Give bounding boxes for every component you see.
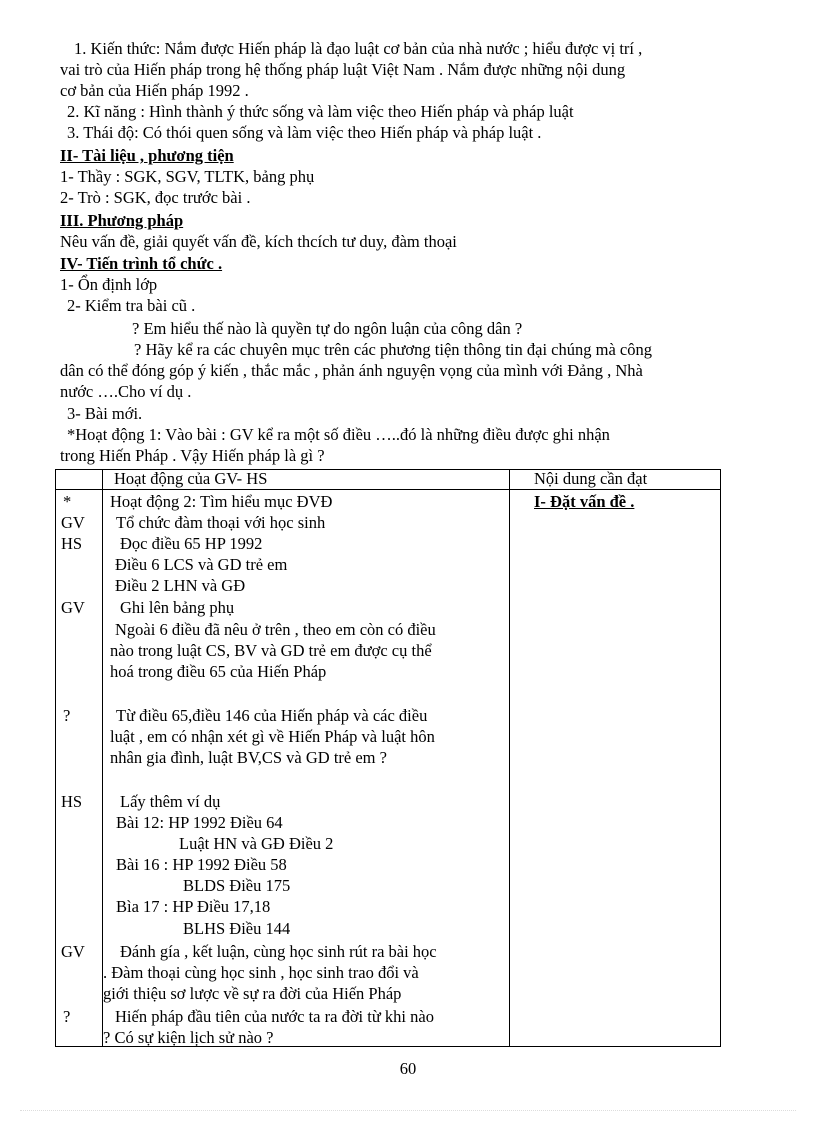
activity-line: Hiến pháp đầu tiên của nước ta ra đời từ khi nào bbox=[115, 1007, 434, 1026]
process-step-2: 2- Kiểm tra bài cũ . bbox=[67, 296, 196, 315]
lesson-table bbox=[55, 469, 721, 1047]
activity-line: Ghi lên bảng phụ bbox=[120, 598, 235, 617]
section-materials-heading: II- Tài liệu , phương tiện bbox=[60, 146, 234, 165]
table-header-row bbox=[56, 470, 721, 490]
activity-1-line-1: *Hoạt động 1: Vào bài : GV kể ra một số điều …..đó là những điều được ghi nhận bbox=[67, 425, 610, 444]
marker-header-cell bbox=[56, 470, 103, 490]
activity-line: Hoạt động 2: Tìm hiểu mục ĐVĐ bbox=[110, 492, 333, 511]
activity-column-header: Hoạt động của GV- HS bbox=[114, 469, 268, 488]
activity-line: Bìa 17 : HP Điều 17,18 bbox=[116, 897, 271, 916]
activity-line: BLHS Điều 144 bbox=[183, 919, 291, 938]
objective-attitude: 3. Thái độ: Có thói quen sống và làm việc theo Hiến pháp và pháp luật . bbox=[67, 123, 542, 142]
marker-cell bbox=[56, 490, 103, 1047]
activity-line: Từ điều 65,điều 146 của Hiến pháp và các điều bbox=[116, 706, 428, 725]
method-text: Nêu vấn đề, giải quyết vấn đề, kích thcích tư duy, đàm thoại bbox=[60, 232, 457, 251]
activity-header-cell bbox=[103, 470, 510, 490]
marker-gv: GV bbox=[61, 598, 85, 617]
activity-1-line-2: trong Hiến Pháp . Vậy Hiến pháp là gì ? bbox=[60, 446, 325, 465]
process-step-3: 3- Bài mới. bbox=[67, 404, 143, 423]
materials-student: 2- Trò : SGK, đọc trước bài . bbox=[60, 188, 251, 207]
activity-line: giới thiệu sơ lược về sự ra đời của Hiến Pháp bbox=[103, 984, 402, 1003]
section-method-heading: III. Phương pháp bbox=[60, 211, 184, 230]
content-heading: I- Đặt vấn đề . bbox=[534, 492, 635, 511]
content-header-cell bbox=[510, 470, 721, 490]
review-question-1: ? Em hiểu thế nào là quyền tự do ngôn luận của công dân ? bbox=[132, 319, 523, 338]
objective-skill: 2. Kĩ năng : Hình thành ý thức sống và làm việc theo Hiến pháp và pháp luật bbox=[67, 102, 574, 121]
objective-knowledge-line-3: cơ bản của Hiến pháp 1992 . bbox=[60, 81, 249, 100]
activity-line: Ngoài 6 điều đã nêu ở trên , theo em còn có điều bbox=[115, 620, 436, 639]
activity-line: Điều 6 LCS và GD trẻ em bbox=[115, 555, 288, 574]
activity-line: Điều 2 LHN và GĐ bbox=[115, 576, 246, 595]
content-cell bbox=[510, 490, 721, 1047]
activity-line: Lấy thêm ví dụ bbox=[120, 792, 221, 811]
process-step-1: 1- Ổn định lớp bbox=[60, 275, 158, 294]
marker-hs: HS bbox=[61, 792, 83, 811]
activity-line: hoá trong điều 65 của Hiến Pháp bbox=[110, 662, 327, 681]
activity-line: Đọc điều 65 HP 1992 bbox=[120, 534, 263, 553]
marker-hs: HS bbox=[61, 534, 83, 553]
activity-cell bbox=[103, 490, 510, 1047]
objective-knowledge-line-1: 1. Kiến thức: Nắm được Hiến pháp là đạo luật cơ bản của nhà nước ; hiểu được vị trí , bbox=[74, 39, 643, 58]
marker-question: ? bbox=[63, 706, 71, 725]
review-question-2-line-3: nước ….Cho ví dụ . bbox=[60, 382, 192, 401]
marker-gv: GV bbox=[61, 942, 85, 961]
activity-line: Bài 16 : HP 1992 Điều 58 bbox=[116, 855, 287, 874]
materials-teacher: 1- Thầy : SGK, SGV, TLTK, bảng phụ bbox=[60, 167, 315, 186]
review-question-2-line-1: ? Hãy kể ra các chuyên mục trên các phương tiện thông tin đại chúng mà công bbox=[134, 340, 652, 359]
activity-line: nào trong luật CS, BV và GD trẻ em được cụ thể bbox=[110, 641, 432, 660]
page-bottom-divider bbox=[20, 1110, 796, 1111]
marker-star: * bbox=[63, 492, 72, 511]
activity-line: Đánh gía , kết luận, cùng học sinh rút ra bài học bbox=[120, 942, 437, 961]
activity-line: ? Có sự kiện lịch sử nào ? bbox=[103, 1028, 274, 1047]
activity-line: . Đàm thoại cùng học sinh , học sinh trao đổi và bbox=[103, 963, 419, 982]
marker-gv: GV bbox=[61, 513, 85, 532]
page-number: 60 bbox=[399, 1059, 417, 1078]
marker-question: ? bbox=[63, 1007, 71, 1026]
activity-line: Tổ chức đàm thoại với học sinh bbox=[116, 513, 326, 532]
activity-line: Luật HN và GĐ Điều 2 bbox=[179, 834, 334, 853]
review-question-2-line-2: dân có thể đóng góp ý kiến , thắc mắc , phản ánh nguyện vọng của mình với Đảng , Nhà bbox=[60, 361, 643, 380]
content-column-header: Nội dung cần đạt bbox=[534, 469, 648, 488]
activity-line: BLDS Điều 175 bbox=[183, 876, 291, 895]
section-process-heading: IV- Tiến trình tổ chức . bbox=[60, 254, 223, 273]
objective-knowledge-line-2: vai trò của Hiến pháp trong hệ thống pháp luật Việt Nam . Nắm được những nội dung bbox=[60, 60, 626, 79]
activity-line: Bài 12: HP 1992 Điều 64 bbox=[116, 813, 283, 832]
activity-line: luật , em có nhận xét gì về Hiến Pháp và luật hôn bbox=[110, 727, 435, 746]
table-body-row bbox=[56, 490, 721, 1047]
activity-line: nhân gia đình, luật BV,CS và GD trẻ em ? bbox=[110, 748, 387, 767]
